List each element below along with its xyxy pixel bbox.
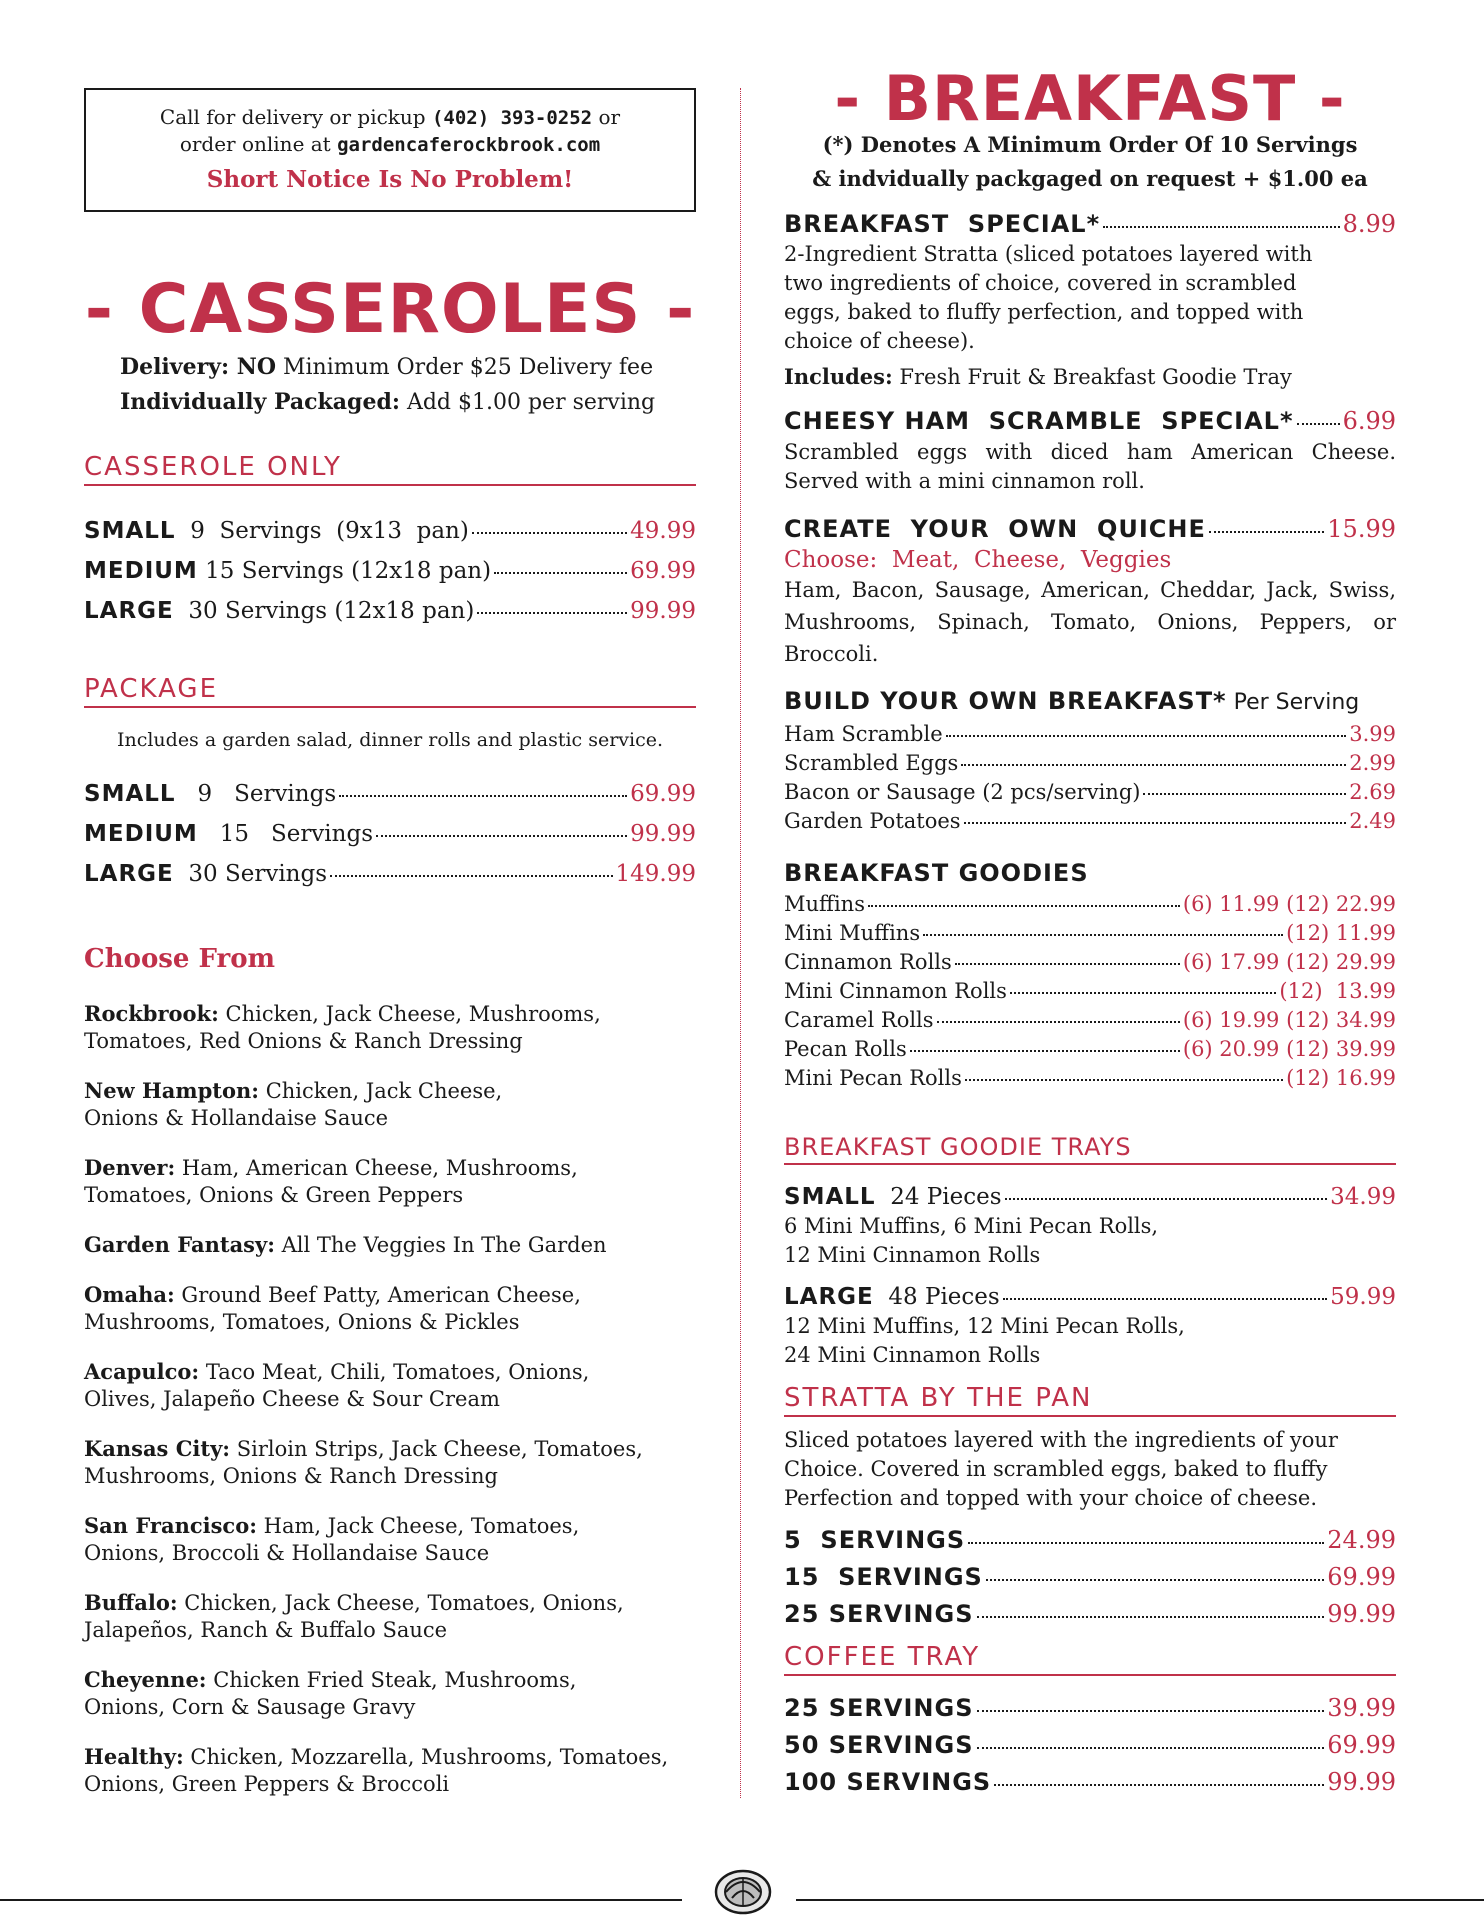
price: (6) 20.99 (12) 39.99 <box>1182 1037 1396 1061</box>
option-desc: Onions, Broccoli & Hollandaise Sauce <box>84 1541 490 1565</box>
option-desc: Mushrooms, Onions & Ranch Dressing <box>84 1464 498 1488</box>
price: 59.99 <box>1330 1284 1396 1310</box>
packaged-line <box>120 385 732 420</box>
leader-dots <box>968 1542 1324 1544</box>
list-item <box>84 1154 696 1209</box>
price: 2.69 <box>1349 780 1396 804</box>
size-label: LARGE <box>784 1284 874 1310</box>
price-row <box>784 1764 1396 1801</box>
casserole-only-list <box>84 511 696 631</box>
leader-dots <box>472 532 627 534</box>
item-label: Ham Scramble <box>784 722 943 746</box>
size-label: MEDIUM <box>84 558 198 584</box>
size-label: 25 SERVINGS <box>784 1600 974 1628</box>
item-name: CHEESY HAM SCRAMBLE SPECIAL* <box>784 407 1294 435</box>
leader-dots <box>977 1616 1325 1618</box>
price-row <box>784 1035 1396 1064</box>
price: (6) 17.99 (12) 29.99 <box>1182 950 1396 974</box>
price-row <box>784 404 1396 438</box>
tray-contents: 24 Mini Cinnamon Rolls <box>784 1343 1041 1367</box>
packaging-note: & indvidually packgaged on request + $1.00 ea <box>812 166 1368 191</box>
price-row <box>784 1690 1396 1727</box>
option-desc: Chicken, Mozzarella, Mushrooms, Tomatoes, <box>183 1745 669 1769</box>
list-item <box>84 1358 696 1413</box>
footer-rule-left <box>0 1899 682 1901</box>
price-row <box>784 1064 1396 1093</box>
option-desc: Sirloin Strips, Jack Cheese, Tomatoes, <box>230 1437 643 1461</box>
size-desc: 15 Servings (12x18 pan) <box>197 558 492 584</box>
option-name: Garden Fantasy: <box>84 1232 275 1257</box>
tray-contents: 12 Mini Cinnamon Rolls <box>784 1243 1041 1267</box>
option-desc: Chicken, Jack Cheese, Tomatoes, Onions, <box>177 1591 624 1615</box>
price-row <box>784 977 1396 1006</box>
option-desc: Ham, American Cheese, Mushrooms, <box>175 1156 578 1180</box>
size-desc: 30 Servings <box>173 861 328 887</box>
option-desc: Tomatoes, Onions & Green Peppers <box>84 1183 464 1207</box>
leader-dots <box>1010 992 1277 994</box>
option-name: Rockbrook: <box>84 1001 219 1026</box>
item-label: Pecan Rolls <box>784 1037 907 1061</box>
stratta-list <box>784 1522 1396 1633</box>
leader-dots <box>1143 793 1346 795</box>
list-item <box>84 1077 696 1132</box>
price: 39.99 <box>1327 1694 1396 1722</box>
price-row <box>784 1006 1396 1035</box>
price: 6.99 <box>1342 407 1396 435</box>
size-label: SMALL <box>84 518 176 544</box>
price: 2.99 <box>1349 751 1396 775</box>
leader-dots <box>1005 1198 1328 1200</box>
item-label: Scrambled Eggs <box>784 751 959 775</box>
option-name: New Hampton: <box>84 1078 260 1103</box>
package-note: Includes a garden salad, dinner rolls and plastic service. <box>116 729 664 751</box>
leader-dots <box>977 1747 1325 1749</box>
choose-from-heading: Choose From <box>84 944 276 974</box>
leader-dots <box>910 1050 1180 1052</box>
package-list <box>84 774 696 894</box>
leader-dots <box>477 612 627 614</box>
delivery-line <box>120 350 732 385</box>
item-name: BREAKFAST GOODIES <box>784 859 1089 887</box>
option-desc: Onions, Green Peppers & Broccoli <box>84 1772 450 1796</box>
item-label: Bacon or Sausage (2 pcs/serving) <box>784 780 1141 804</box>
stratta-desc: Sliced potatoes layered with the ingredients of your Choice. Covered in scrambled eggs, baked to fluffy Perfection and topped with your choice of cheese. <box>784 1428 1338 1510</box>
price-row <box>784 208 1396 240</box>
notice-text: order online at <box>179 132 338 156</box>
price: (12) 13.99 <box>1279 979 1396 1003</box>
option-desc: Ham, Jack Cheese, Tomatoes, <box>256 1514 580 1538</box>
price: 49.99 <box>630 518 696 544</box>
list-item <box>84 1281 696 1336</box>
quiche <box>784 512 1396 670</box>
leader-dots <box>1209 531 1324 533</box>
notice-line-1 <box>86 104 694 131</box>
price-row <box>784 1282 1396 1312</box>
leader-dots <box>330 875 612 877</box>
price-row <box>784 749 1396 778</box>
price-row <box>784 948 1396 977</box>
option-desc: Onions, Corn & Sausage Gravy <box>84 1695 416 1719</box>
leader-dots <box>986 1579 1324 1581</box>
price-row <box>84 591 696 631</box>
leader-dots <box>376 835 627 837</box>
leader-dots <box>955 963 1180 965</box>
size-label: LARGE <box>84 598 174 624</box>
leader-dots <box>923 934 1283 936</box>
option-name: Buffalo: <box>84 1590 178 1615</box>
size-desc: 15 Servings <box>197 821 373 847</box>
list-item <box>84 1666 696 1721</box>
price: (12) 16.99 <box>1286 1066 1396 1090</box>
price: (6) 19.99 (12) 34.99 <box>1182 1008 1396 1032</box>
size-desc: 48 Pieces <box>873 1284 1000 1310</box>
price-row <box>784 807 1396 836</box>
item-label: Caramel Rolls <box>784 1008 934 1032</box>
price: (12) 11.99 <box>1286 921 1396 945</box>
option-desc: All The Veggies In The Garden <box>274 1233 607 1257</box>
packaged-text: Add $1.00 per serving <box>399 390 656 415</box>
option-name: Omaha: <box>84 1282 175 1307</box>
option-desc: Jalapeños, Ranch & Buffalo Sauce <box>84 1618 448 1642</box>
list-item <box>84 1231 696 1259</box>
list-item <box>84 1743 696 1798</box>
list-item <box>84 1435 696 1490</box>
size-label: SMALL <box>784 1184 876 1210</box>
delivery-text: Minimum Order $25 Delivery fee <box>276 355 654 380</box>
option-name: Denver: <box>84 1155 176 1180</box>
price-row <box>784 1596 1396 1633</box>
notice-text: Call for delivery or pickup <box>159 105 432 129</box>
size-label: SMALL <box>84 781 176 807</box>
breakfast-goodies <box>784 856 1396 1093</box>
item-desc: 2-Ingredient Stratta (sliced potatoes layered with two ingredients of choice, covered in scrambled eggs, baked to fluffy perfection, and topped with choice of cheese). <box>784 242 1313 353</box>
size-label: 25 SERVINGS <box>784 1694 974 1722</box>
leader-dots <box>994 1784 1324 1786</box>
leader-dots <box>868 905 1180 907</box>
leader-dots <box>1103 226 1339 228</box>
item-name: BUILD YOUR OWN BREAKFAST* <box>784 687 1227 715</box>
cabbage-logo-icon <box>712 1866 774 1916</box>
price-row <box>84 814 696 854</box>
size-label: LARGE <box>84 861 174 887</box>
option-desc: Chicken, Jack Cheese, Mushrooms, <box>218 1002 601 1026</box>
price-row <box>784 1559 1396 1596</box>
price-row <box>84 511 696 551</box>
price: 99.99 <box>1327 1600 1396 1628</box>
price-row <box>784 512 1396 546</box>
website-link[interactable]: gardencaferockbrook.com <box>337 134 601 156</box>
price: 3.99 <box>1349 722 1396 746</box>
leader-dots <box>965 1079 1283 1081</box>
includes-label: Includes: <box>784 364 893 389</box>
price: 8.99 <box>1342 210 1396 238</box>
price: 99.99 <box>1327 1768 1396 1796</box>
size-desc: 9 Servings (9x13 pan) <box>175 518 469 544</box>
item-label: Mini Cinnamon Rolls <box>784 979 1007 1003</box>
casseroles-title: - CASSEROLES - <box>84 270 696 349</box>
price-row <box>784 1182 1396 1212</box>
size-label: 100 SERVINGS <box>784 1768 992 1796</box>
size-desc: 9 Servings <box>175 781 337 807</box>
list-item <box>84 1589 696 1644</box>
option-desc: Taco Meat, Chili, Tomatoes, Onions, <box>199 1360 590 1384</box>
footer-rule-right <box>796 1899 1484 1901</box>
notice-line-2 <box>86 131 694 158</box>
price: 69.99 <box>1327 1563 1396 1591</box>
coffee-tray-list <box>784 1690 1396 1801</box>
casserole-only-heading: CASSEROLE ONLY <box>84 452 696 486</box>
leader-dots <box>937 1021 1180 1023</box>
item-name: BREAKFAST SPECIAL* <box>784 210 1101 238</box>
price-row <box>784 720 1396 749</box>
price: 34.99 <box>1330 1184 1396 1210</box>
price-row <box>784 1522 1396 1559</box>
option-desc: Chicken Fried Steak, Mushrooms, <box>206 1668 577 1692</box>
leader-dots <box>1297 423 1340 425</box>
list-item <box>84 1000 696 1055</box>
option-name: Kansas City: <box>84 1436 231 1461</box>
breakfast-notes <box>784 128 1396 196</box>
option-name: Cheyenne: <box>84 1667 207 1692</box>
size-label: 50 SERVINGS <box>784 1731 974 1759</box>
option-desc: Mushrooms, Tomatoes, Onions & Pickles <box>84 1310 520 1334</box>
cheesy-ham-special <box>784 404 1396 496</box>
delivery-label: Delivery: NO <box>120 354 276 380</box>
option-name: Acapulco: <box>84 1359 200 1384</box>
minimum-order-note: (*) Denotes A Minimum Order Of 10 Servings <box>822 132 1358 157</box>
price: 24.99 <box>1327 1526 1396 1554</box>
quiche-choose: Choose: Meat, Cheese, Veggies <box>784 547 1172 573</box>
price: 69.99 <box>630 558 696 584</box>
price: 99.99 <box>630 821 696 847</box>
breakfast-title: - BREAKFAST - <box>834 62 1346 135</box>
leader-dots <box>961 764 1346 766</box>
price: 69.99 <box>1327 1731 1396 1759</box>
option-desc: Ground Beef Patty, American Cheese, <box>174 1283 581 1307</box>
price: 15.99 <box>1327 515 1396 543</box>
size-label: MEDIUM <box>84 821 198 847</box>
leader-dots <box>964 822 1347 824</box>
goodie-trays-list <box>784 1182 1396 1370</box>
build-your-own <box>784 684 1396 836</box>
item-name: CREATE YOUR OWN QUICHE <box>784 515 1206 543</box>
option-name: San Francisco: <box>84 1513 257 1538</box>
price: 149.99 <box>615 861 696 887</box>
item-label: Garden Potatoes <box>784 809 961 833</box>
size-label: 15 SERVINGS <box>784 1563 983 1591</box>
item-label: Mini Muffins <box>784 921 921 945</box>
option-desc: Olives, Jalapeño Cheese & Sour Cream <box>84 1387 500 1411</box>
item-label: Cinnamon Rolls <box>784 950 952 974</box>
price: 2.49 <box>1349 809 1396 833</box>
size-label: 5 SERVINGS <box>784 1526 966 1554</box>
casserole-terms <box>120 350 732 420</box>
packaged-label: Individually Packaged: <box>120 389 400 415</box>
per-serving-label: Per Serving <box>1226 690 1360 715</box>
stratta-heading: STRATTA BY THE PAN <box>784 1383 1396 1417</box>
tray-contents: 12 Mini Muffins, 12 Mini Pecan Rolls, <box>784 1314 1185 1338</box>
option-desc: Chicken, Jack Cheese, <box>259 1079 503 1103</box>
item-desc: Ham, Bacon, Sausage, American, Cheddar, Jack, Swiss, Mushrooms, Spinach, Tomato, Onions, Peppers, or Broccoli. <box>784 578 1396 666</box>
list-item <box>84 1512 696 1567</box>
price-row <box>784 778 1396 807</box>
leader-dots <box>494 572 627 574</box>
column-divider <box>740 88 741 1798</box>
item-label: Muffins <box>784 892 865 916</box>
price-row <box>784 919 1396 948</box>
price: 69.99 <box>630 781 696 807</box>
price-row <box>784 890 1396 919</box>
leader-dots <box>339 795 627 797</box>
option-desc: Tomatoes, Red Onions & Ranch Dressing <box>84 1029 523 1053</box>
size-desc: 30 Servings (12x18 pan) <box>173 598 475 624</box>
item-desc: Scrambled eggs with diced ham American Cheese. Served with a mini cinnamon roll. <box>784 440 1396 493</box>
package-heading: PACKAGE <box>84 674 696 708</box>
size-desc: 24 Pieces <box>875 1184 1002 1210</box>
breakfast-special <box>784 208 1396 392</box>
phone-number[interactable]: (402) 393-0252 <box>431 107 593 129</box>
price-row <box>784 1727 1396 1764</box>
price: (6) 11.99 (12) 22.99 <box>1182 892 1396 916</box>
leader-dots <box>1003 1298 1327 1300</box>
option-name: Healthy: <box>84 1744 184 1769</box>
goodie-trays-heading: BREAKFAST GOODIE TRAYS <box>784 1133 1396 1165</box>
option-desc: Onions & Hollandaise Sauce <box>84 1106 389 1130</box>
price-row <box>84 551 696 591</box>
short-notice-text: Short Notice Is No Problem! <box>206 166 574 193</box>
price-row <box>84 774 696 814</box>
price: 99.99 <box>630 598 696 624</box>
price-row <box>84 854 696 894</box>
includes-text: Fresh Fruit & Breakfast Goodie Tray <box>892 365 1292 389</box>
leader-dots <box>946 735 1347 737</box>
casserole-options-list <box>84 1000 696 1820</box>
tray-contents: 6 Mini Muffins, 6 Mini Pecan Rolls, <box>784 1214 1159 1238</box>
coffee-tray-heading: COFFEE TRAY <box>784 1642 1396 1676</box>
leader-dots <box>977 1710 1325 1712</box>
notice-text: or <box>592 105 621 129</box>
delivery-notice-box <box>84 88 696 212</box>
item-label: Mini Pecan Rolls <box>784 1066 962 1090</box>
build-heading <box>784 684 1396 720</box>
